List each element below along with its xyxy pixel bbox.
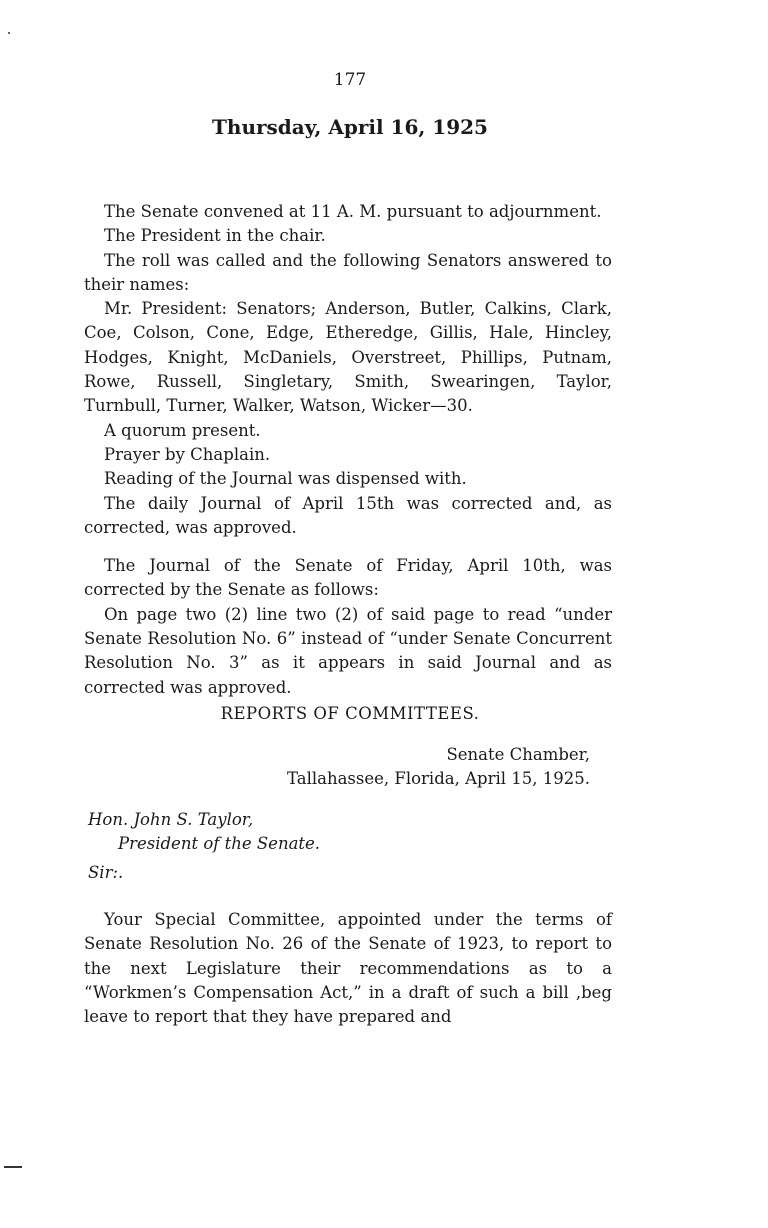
quorum-paragraph: A quorum present. [104,420,261,440]
addressee-name: Hon. John S. Taylor, [88,810,254,829]
report-body-paragraph: Your Special Committee, appointed under the terms of Senate Resolution No. 26 of the Senate of 1923, to report to the next Legislature their recommendations as to a “Workmen’s Compensation Act,” in a draft of such a bill ,beg leave to report that they have prepared and [84,910,612,1027]
reports-heading: REPORTS OF COMMITTEES. [220,704,480,723]
chair-paragraph: The President in the chair. [104,226,326,246]
correction-detail-paragraph: On page two (2) line two (2) of said page to read “under Senate Resolution No. 6” instead of “under Senate Concurrent Resolution No. 3” as it appears in said Journal and as corrected was approved. [84,604,612,697]
date-heading: Thursday, April 16, 1925 [212,115,488,139]
salutation: Sir:. [88,863,124,882]
margin-mark [8,32,10,34]
addressee-title: President of the Senate. [118,834,321,853]
senators-list: Mr. President: Senators; Anderson, Butler, Calkins, Clark, Coe, Colson, Cone, Edge, Etheredge, Gillis, Hale, Hincley, Hodges, Knight, McDaniels, Overstreet, Phillips, Putnam, Rowe, Russell, Singletary, Smith, Swearingen, Taylor, Turnbull, Turner, Walker, Watson, Wicker—30. [84,299,612,416]
margin-mark [4,1166,22,1168]
report-city-date: Tallahassee, Florida, April 15, 1925. [287,769,590,788]
daily-journal-paragraph: The daily Journal of April 15th was corrected and, as corrected, was approved. [84,493,612,537]
roll-call-paragraph: The roll was called and the following Senators answered to their names: [84,250,612,294]
proceedings-block [84,200,612,700]
report-place: Senate Chamber, [446,745,590,764]
prayer-paragraph: Prayer by Chaplain. [104,444,271,464]
correction-intro-paragraph: The Journal of the Senate of Friday, April 10th, was corrected by the Senate as follows: [84,556,612,600]
page-number: 177 [333,70,367,90]
report-body-block [84,908,612,1029]
convened-paragraph: The Senate convened at 11 A. M. pursuant to adjournment. [104,202,602,221]
reading-paragraph: Reading of the Journal was dispensed with. [104,469,467,489]
addressee-block [88,808,320,856]
